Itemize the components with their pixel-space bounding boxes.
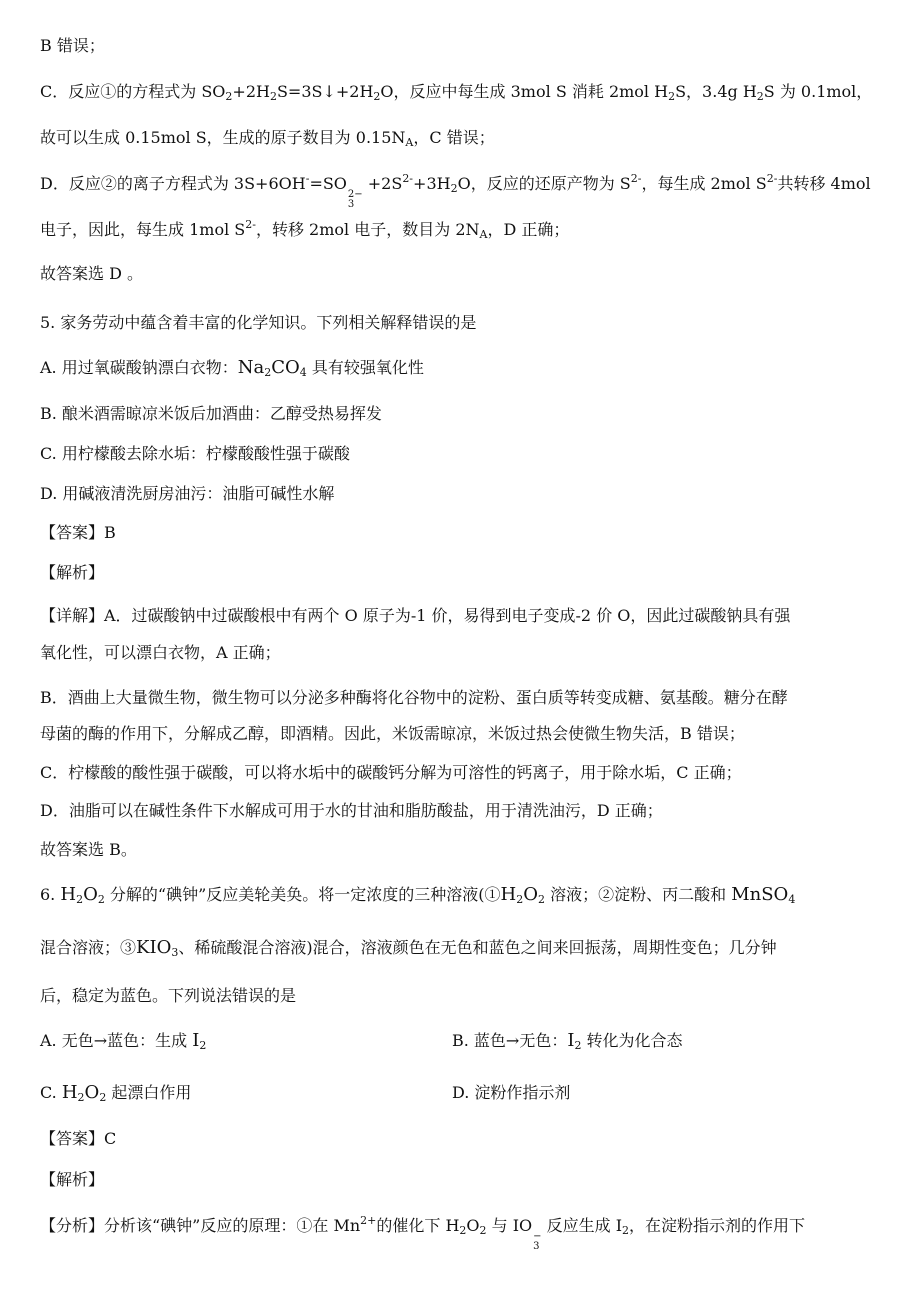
answer-6: 【答案】C [40,1129,117,1148]
text-line-1: B 错误； [40,36,105,55]
text-line-15: 氧化性，可以漂白衣物，A 正确； [40,643,281,662]
analysis-heading-5: 【解析】 [40,563,105,582]
option-6b: B. 蓝色→无色：$I_2$ 转化为化合态 [452,1030,683,1052]
text-line-23: 后，稳定为蓝色。下列说法错误的是 [40,986,297,1005]
option-5d: D. 用碱液清洗厨房油污：油脂可碱性水解 [40,484,335,503]
text-line-30: 【分析】分析该“碘钟”反应的原理：①在 $Mn^{2+}$的催化下 $H_2O_2$ 与 IO − 3 反应生成 $I_2$，在淀粉指示剂的作用下 [40,1214,806,1252]
question-6-stem: 6. $H_2O_2$ 分解的“碘钟”反应美轮美奂。将一定浓度的三种溶液($①H_2O_2$ 溶液；②淀粉、丙二酸和 MnSO$_4$ [40,884,796,906]
option-6a: A. 无色→蓝色：生成 $I_2$ [40,1030,207,1052]
text-line-5: 电子，因此，每生成 1mol $S^{2-}$，转移 2mol 电子，数目为 $2N_A$，D 正确； [40,218,570,241]
text-line-20: 故答案选 B。 [40,840,137,859]
text-line-14: 【详解】A．过碳酸钠中过碳酸根中有两个 O 原子为-1 价，易得到电子变成-2 价 O，因此过碳酸钠具有强 [40,606,791,625]
answer-5: 【答案】B [40,523,116,542]
text-line-16: B．酒曲上大量微生物，微生物可以分泌多种酶将化谷物中的淀粉、蛋白质等转变成糖、氨基酸。糖分在酵 [40,688,788,707]
option-6c: C. $H_2O_2$ 起漂白作用 [40,1082,192,1104]
question-5-stem: 5. 家务劳动中蕴含着丰富的化学知识。下列相关解释错误的是 [40,313,477,332]
option-5a: A. 用过氧碳酸钠漂白衣物：$Na_2CO_4$ 具有较强氧化性 [40,357,424,379]
analysis-heading-6: 【解析】 [40,1170,105,1189]
text-line-3: 故可以生成 0.15mol S，生成的原子数目为 $0.15N_A$，C 错误； [40,128,495,149]
text-line-4: D．反应②的离子方程式为 3S+6OH-=SO 2− 3 $+2S^{2-}+3H_2O$，反应的还原产物为 $S^{2-}$，每生成 2mol $S^{2-}$共转移 4mol [40,172,871,210]
text-line-2: C．反应①的方程式为 $SO_2+2H_2S=3S↓+2H_2O$，反应中每生成 3mol S 消耗 2mol $H_2S$，3.4g $H_2S$ 为 0.1mol， [40,82,873,103]
text-line-6: 故答案选 D 。 [40,264,144,283]
text-line-19: D．油脂可以在碱性条件下水解成可用于水的甘油和脂肪酸盐，用于清洗油污，D 正确； [40,801,663,820]
text-line-18: C．柠檬酸的酸性强于碳酸，可以将水垢中的碳酸钙分解为可溶性的钙离子，用于除水垢，C 正确； [40,763,742,782]
text-line-17: 母菌的酶的作用下，分解成乙醇，即酒精。因此，米饭需晾凉，米饭过热会使微生物失活，B 错误； [40,724,745,743]
option-6d: D. 淀粉作指示剂 [452,1083,571,1102]
option-5c: C. 用柠檬酸去除水垢：柠檬酸酸性强于碳酸 [40,444,350,463]
option-5b: B. 酿米酒需晾凉米饭后加酒曲：乙醇受热易挥发 [40,404,382,423]
text-line-22: 混合溶液；$③KIO_3$、稀硫酸混合溶液)混合，溶液颜色在无色和蓝色之间来回振荡，周期性变色；几分钟 [40,937,777,959]
